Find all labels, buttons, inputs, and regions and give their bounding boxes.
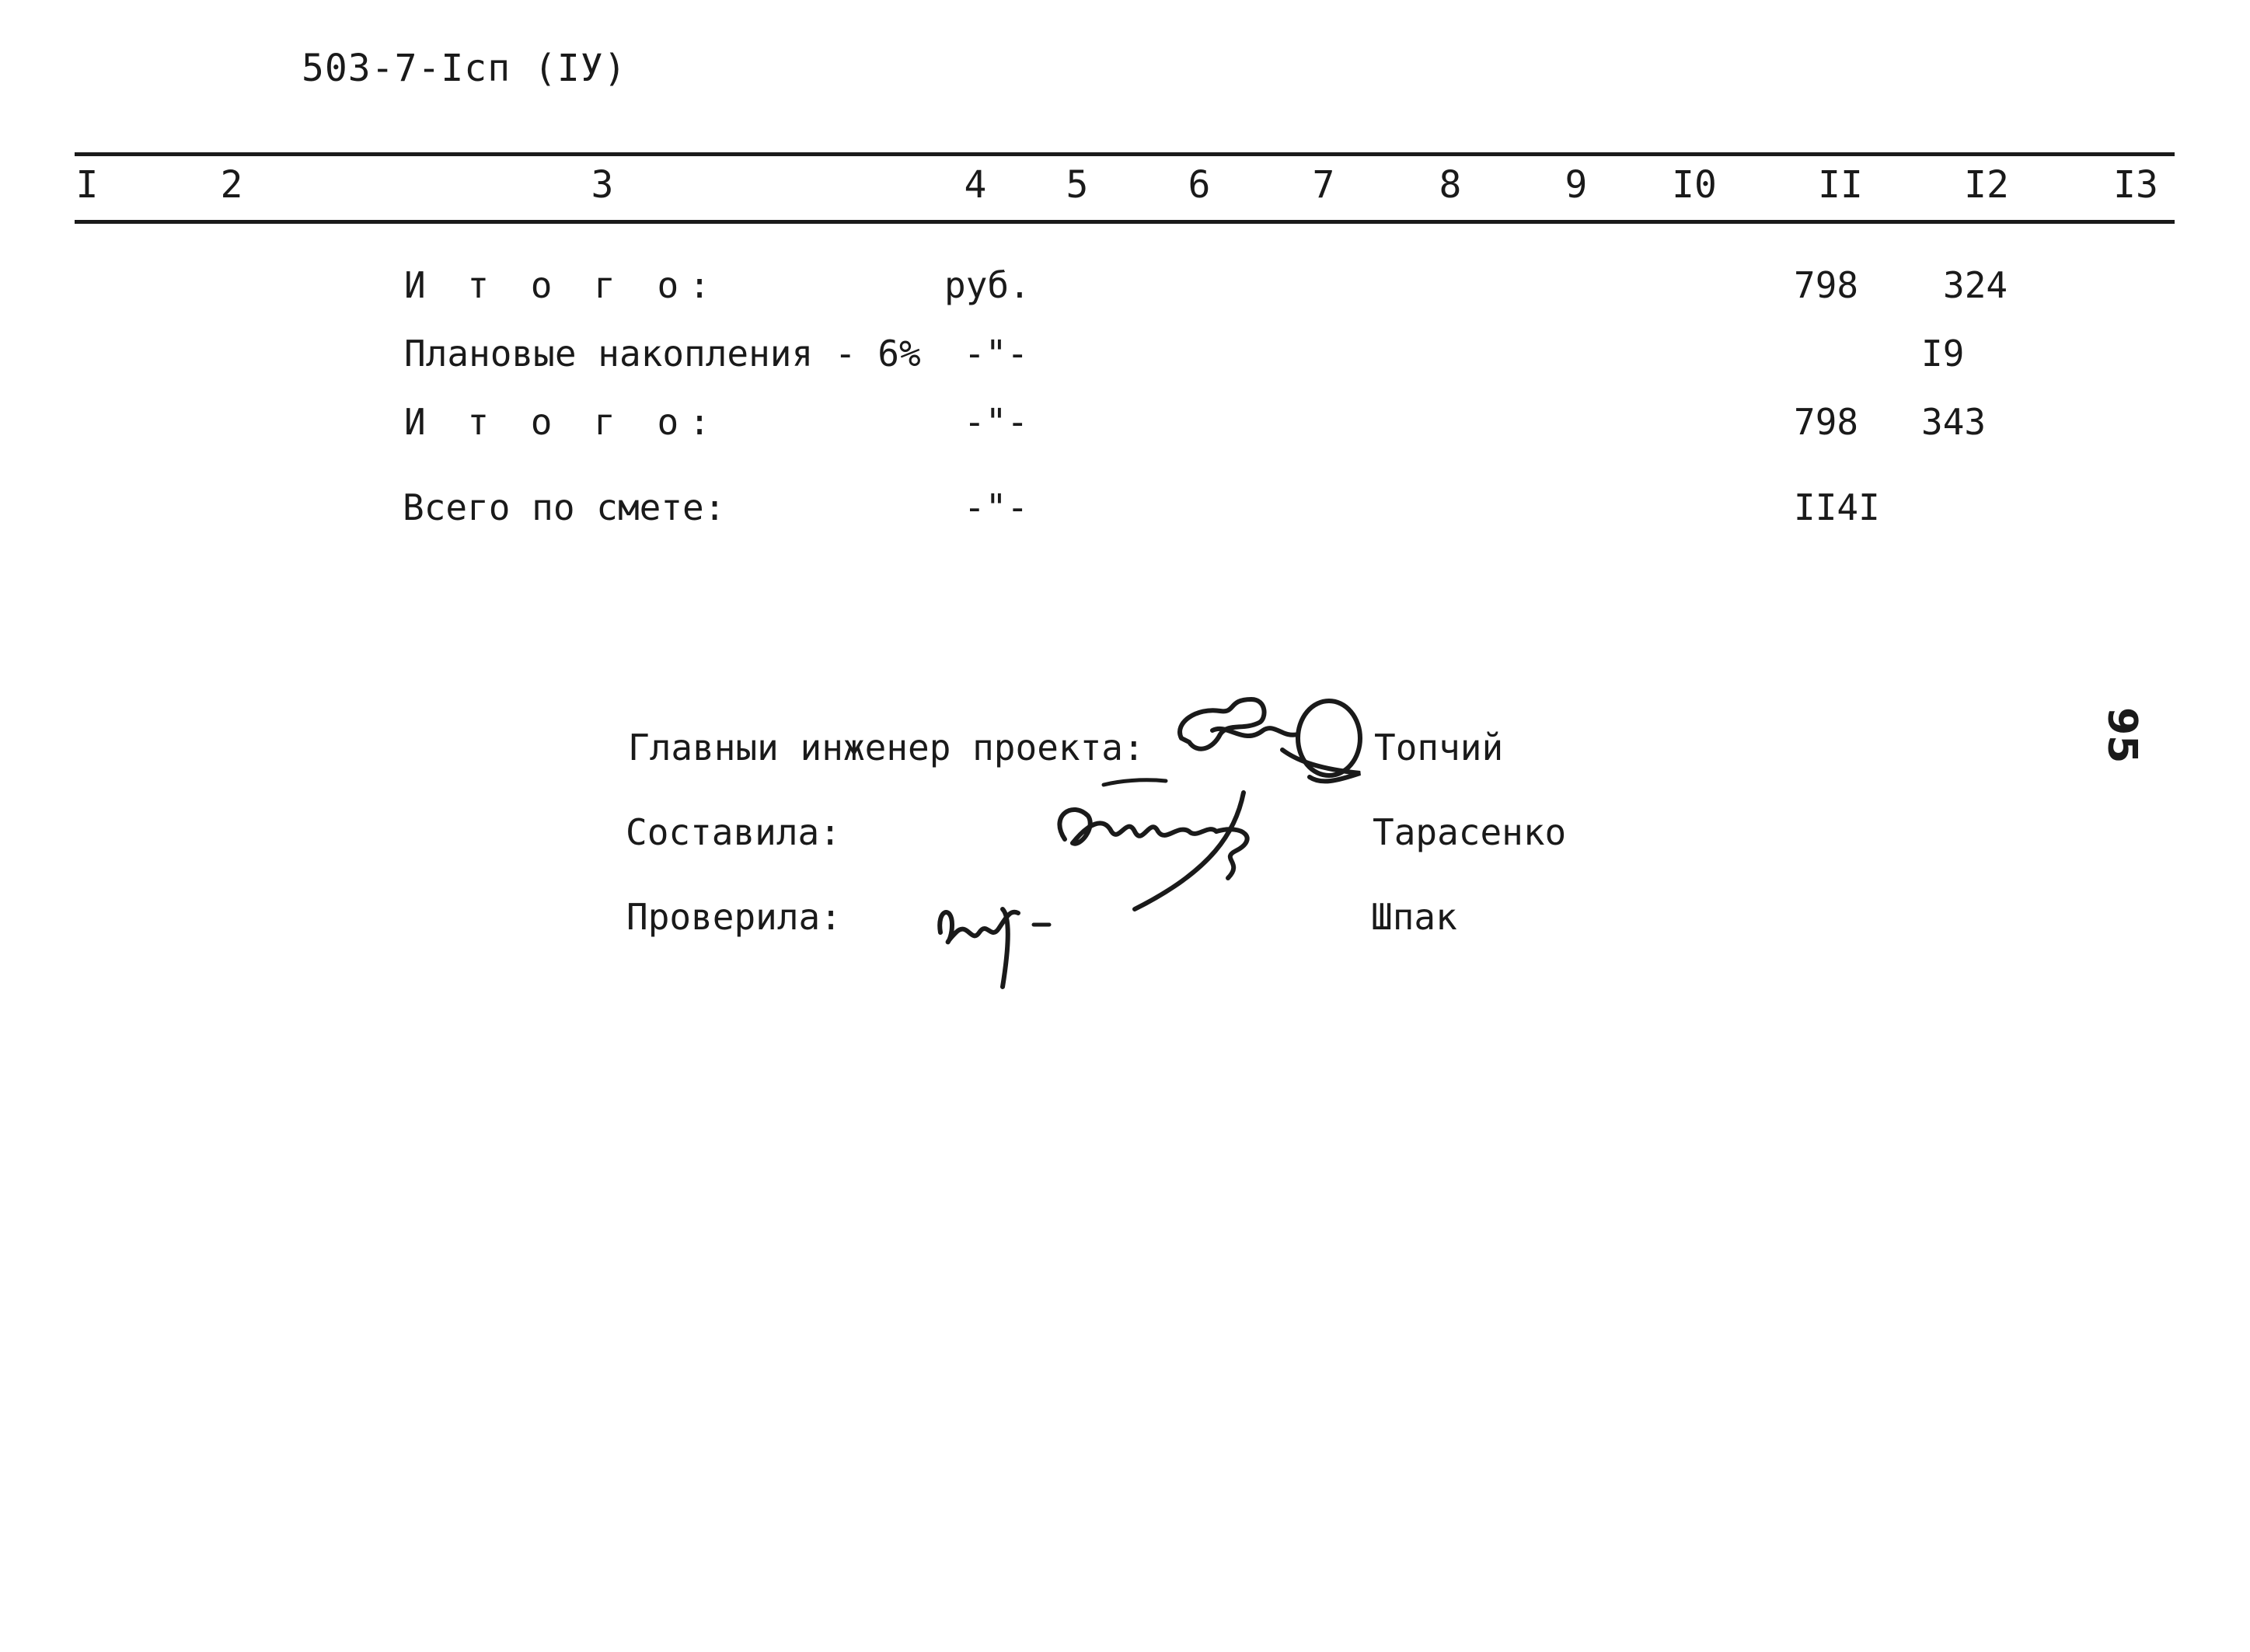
- row-label: И т о г о:: [404, 401, 720, 443]
- row-value-col12: 343: [1921, 401, 1987, 443]
- column-number: 2: [220, 163, 243, 207]
- row-unit: -"-: [964, 333, 1029, 375]
- column-number: 7: [1312, 163, 1335, 207]
- row-value-col11: 798: [1794, 401, 1859, 443]
- row-unit: -"-: [964, 401, 1029, 443]
- row-label: Всего по смете:: [403, 486, 726, 528]
- compiled-by-name: Тарасенко: [1373, 811, 1567, 853]
- chief-engineer-name: Топчий: [1374, 727, 1504, 768]
- table-top-rule: [75, 152, 2175, 156]
- row-value-col11: II4I: [1794, 486, 1880, 528]
- document-code: 503-7-Iсп (IУ): [302, 47, 627, 90]
- checked-by-label: Проверила:: [626, 896, 842, 938]
- compiled-by-label: Составила:: [626, 811, 841, 853]
- column-number: 9: [1565, 163, 1588, 207]
- column-number: I: [75, 163, 99, 207]
- row-unit: -"-: [964, 486, 1029, 528]
- column-number: 6: [1188, 163, 1211, 207]
- table-header-rule: [75, 220, 2175, 224]
- chief-engineer-label: Главныи инженер проекта:: [628, 727, 1145, 768]
- column-number: 3: [591, 163, 614, 207]
- column-number: 5: [1066, 163, 1089, 207]
- page-number: 95: [2098, 707, 2145, 764]
- column-number: I0: [1672, 163, 1717, 207]
- column-number: II: [1818, 163, 1863, 207]
- row-value-col12: I9: [1921, 333, 1965, 375]
- row-value-col12: 324: [1943, 264, 2008, 306]
- row-label: И т о г о:: [404, 264, 720, 306]
- column-number: 8: [1439, 163, 1462, 207]
- checked-by-signature: [925, 878, 1080, 995]
- row-value-col11: 798: [1794, 264, 1859, 306]
- column-number: I3: [2113, 163, 2158, 207]
- column-number: 4: [964, 163, 987, 207]
- row-unit: руб.: [944, 264, 1031, 306]
- column-number: I2: [1964, 163, 2009, 207]
- row-label: Плановые накопления - 6%: [404, 333, 921, 375]
- checked-by-name: Шпак: [1371, 896, 1457, 938]
